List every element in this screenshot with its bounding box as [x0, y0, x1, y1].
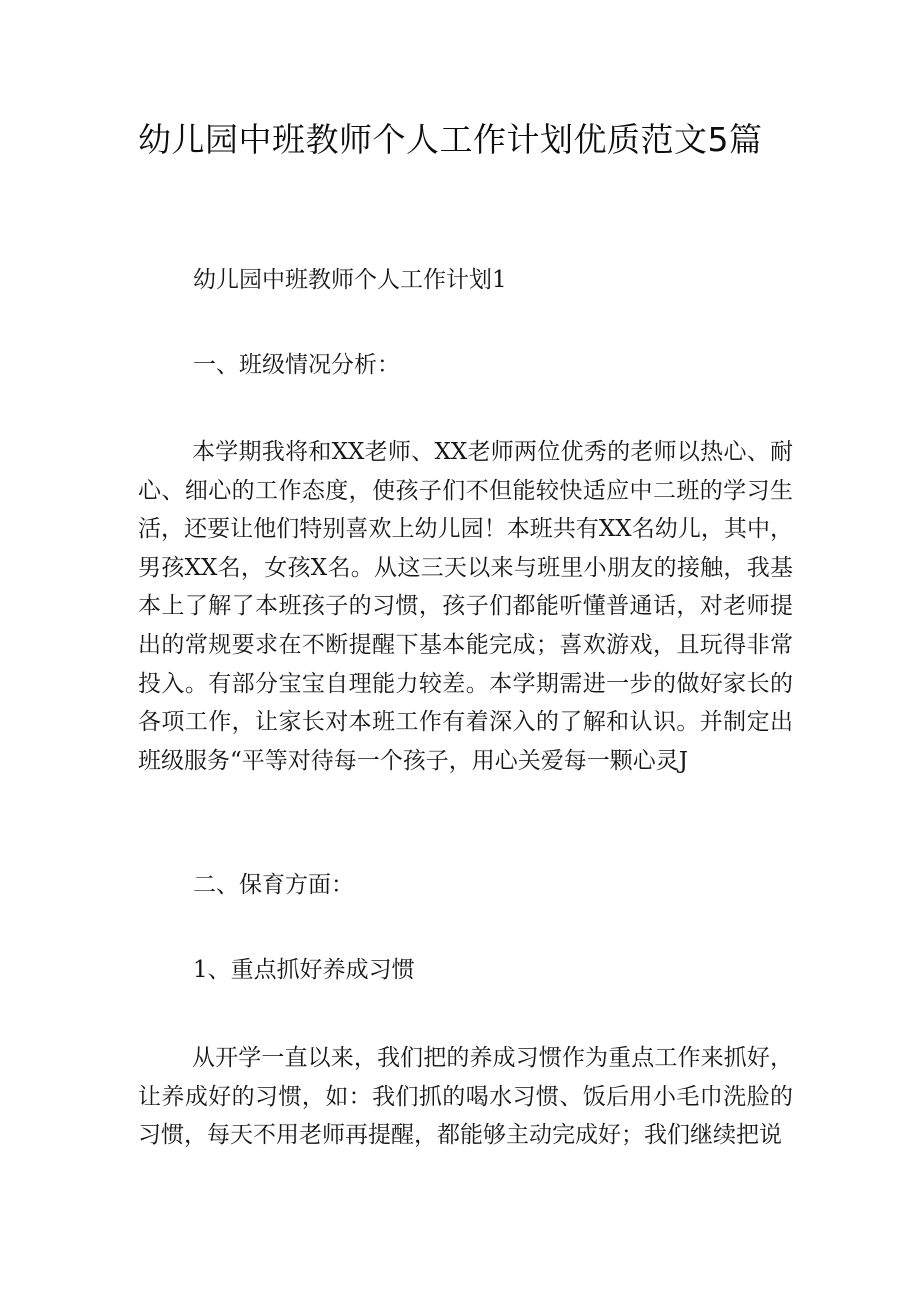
heading-class-analysis: 一、班级情况分析：	[193, 352, 400, 378]
paragraph-class-analysis: 本学期我将和XX老师、XX老师两位优秀的老师以热心、耐心、细心的工作态度，使孩子们不但能较快适应中二班的学习生活，还要让他们特别喜欢上幼儿园！本班共有XX名幼儿，其中，男孩XX名，女孩X名。从这三天以来与班里小朋友的接触，我基本上了解了本班孩子的习惯，孩子们都能听懂普通话，对老师提出的常规要求在不断提醒下基本能完成；喜欢游戏，且玩得非常投入。有部分宝宝自理能力较差。本学期需进一步的做好家长的各项工作，让家长对本班工作有着深入的了解和认识。并制定出班级服务“平等对待每一个孩子，用心关爱每一颗心灵J	[138, 439, 793, 774]
subheading-habits: 1、重点抓好养成习惯	[193, 957, 415, 983]
section-title: 幼儿园中班教师个人工作计划1	[193, 267, 507, 293]
paragraph-habits: 从开学一直以来，我们把的养成习惯作为重点工作来抓好，让养成好的习惯，如：我们抓的喝水习惯、饭后用小毛巾洗脸的习惯，每天不用老师再提醒，都能够主动完成好；我们继续把说	[138, 1045, 793, 1149]
heading-care: 二、保育方面：	[193, 872, 354, 898]
document-title: 幼儿园中班教师个人工作计划优质范文5篇	[138, 120, 763, 159]
